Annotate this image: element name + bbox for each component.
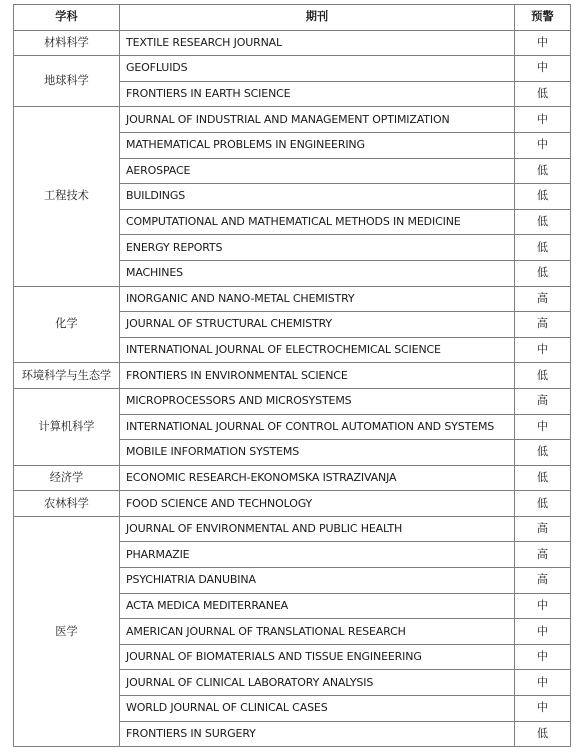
subject-cell: 医学: [14, 516, 120, 746]
header-warning: 预警: [515, 5, 571, 31]
warning-level-cell: 低: [515, 491, 571, 517]
warning-level-cell: 中: [515, 30, 571, 56]
warning-level-cell: 低: [515, 260, 571, 286]
warning-level-cell: 低: [515, 235, 571, 261]
journal-cell: JOURNAL OF BIOMATERIALS AND TISSUE ENGINEERING: [120, 644, 515, 670]
journal-cell: INTERNATIONAL JOURNAL OF ELECTROCHEMICAL SCIENCE: [120, 337, 515, 363]
journal-cell: JOURNAL OF STRUCTURAL CHEMISTRY: [120, 312, 515, 338]
warning-level-cell: 低: [515, 440, 571, 466]
table-row: [14, 465, 571, 491]
subject-cell: 计算机科学: [14, 388, 120, 465]
subject-cell: 经济学: [14, 465, 120, 491]
journal-cell: JOURNAL OF CLINICAL LABORATORY ANALYSIS: [120, 670, 515, 696]
warning-level-cell: 高: [515, 542, 571, 568]
journal-cell: COMPUTATIONAL AND MATHEMATICAL METHODS IN MEDICINE: [120, 209, 515, 235]
header-subject: 学科: [14, 5, 120, 31]
journal-cell: FRONTIERS IN SURGERY: [120, 721, 515, 747]
warning-level-cell: 中: [515, 132, 571, 158]
warning-level-cell: 高: [515, 312, 571, 338]
warning-level-cell: 低: [515, 465, 571, 491]
warning-level-cell: 高: [515, 388, 571, 414]
warning-level-cell: 中: [515, 337, 571, 363]
warning-level-cell: 高: [515, 516, 571, 542]
warning-level-cell: 低: [515, 81, 571, 107]
journal-cell: MATHEMATICAL PROBLEMS IN ENGINEERING: [120, 132, 515, 158]
journal-cell: ECONOMIC RESEARCH-EKONOMSKA ISTRAZIVANJA: [120, 465, 515, 491]
journal-cell: AMERICAN JOURNAL OF TRANSLATIONAL RESEARCH: [120, 619, 515, 645]
journal-cell: ACTA MEDICA MEDITERRANEA: [120, 593, 515, 619]
subject-cell: 工程技术: [14, 107, 120, 286]
journal-cell: GEOFLUIDS: [120, 56, 515, 82]
journal-cell: FRONTIERS IN ENVIRONMENTAL SCIENCE: [120, 363, 515, 389]
journal-cell: MACHINES: [120, 260, 515, 286]
journal-cell: JOURNAL OF ENVIRONMENTAL AND PUBLIC HEALTH: [120, 516, 515, 542]
warning-level-cell: 中: [515, 670, 571, 696]
warning-level-cell: 低: [515, 721, 571, 747]
table-row: [14, 286, 571, 312]
subject-cell: 环境科学与生态学: [14, 363, 120, 389]
warning-level-cell: 高: [515, 568, 571, 594]
journal-cell: MICROPROCESSORS AND MICROSYSTEMS: [120, 388, 515, 414]
journal-cell: MOBILE INFORMATION SYSTEMS: [120, 440, 515, 466]
warning-level-cell: 中: [515, 107, 571, 133]
warning-level-cell: 低: [515, 209, 571, 235]
table-body: [14, 30, 571, 747]
journal-cell: INTERNATIONAL JOURNAL OF CONTROL AUTOMATION AND SYSTEMS: [120, 414, 515, 440]
header-row: [14, 5, 571, 31]
table-row: [14, 363, 571, 389]
journal-cell: WORLD JOURNAL OF CLINICAL CASES: [120, 696, 515, 722]
journal-cell: JOURNAL OF INDUSTRIAL AND MANAGEMENT OPTIMIZATION: [120, 107, 515, 133]
journal-cell: FOOD SCIENCE AND TECHNOLOGY: [120, 491, 515, 517]
warning-level-cell: 中: [515, 696, 571, 722]
table-row: [14, 388, 571, 414]
table-row: [14, 491, 571, 517]
warning-level-cell: 中: [515, 414, 571, 440]
header-journal: 期刊: [120, 5, 515, 31]
subject-cell: 材料科学: [14, 30, 120, 56]
journal-cell: AEROSPACE: [120, 158, 515, 184]
journal-cell: BUILDINGS: [120, 184, 515, 210]
journal-cell: TEXTILE RESEARCH JOURNAL: [120, 30, 515, 56]
journal-cell: INORGANIC AND NANO-METAL CHEMISTRY: [120, 286, 515, 312]
warning-level-cell: 低: [515, 184, 571, 210]
table-row: [14, 56, 571, 82]
subject-cell: 化学: [14, 286, 120, 363]
subject-cell: 地球科学: [14, 56, 120, 107]
warning-level-cell: 低: [515, 158, 571, 184]
table-row: [14, 107, 571, 133]
table-row: [14, 516, 571, 542]
warning-level-cell: 中: [515, 644, 571, 670]
warning-level-cell: 中: [515, 619, 571, 645]
table-row: [14, 30, 571, 56]
warning-level-cell: 中: [515, 593, 571, 619]
journal-cell: PSYCHIATRIA DANUBINA: [120, 568, 515, 594]
warning-level-cell: 低: [515, 363, 571, 389]
warning-level-cell: 高: [515, 286, 571, 312]
journal-cell: ENERGY REPORTS: [120, 235, 515, 261]
journal-cell: PHARMAZIE: [120, 542, 515, 568]
subject-cell: 农林科学: [14, 491, 120, 517]
journal-cell: FRONTIERS IN EARTH SCIENCE: [120, 81, 515, 107]
warning-level-cell: 中: [515, 56, 571, 82]
journal-warning-table: [13, 4, 571, 747]
